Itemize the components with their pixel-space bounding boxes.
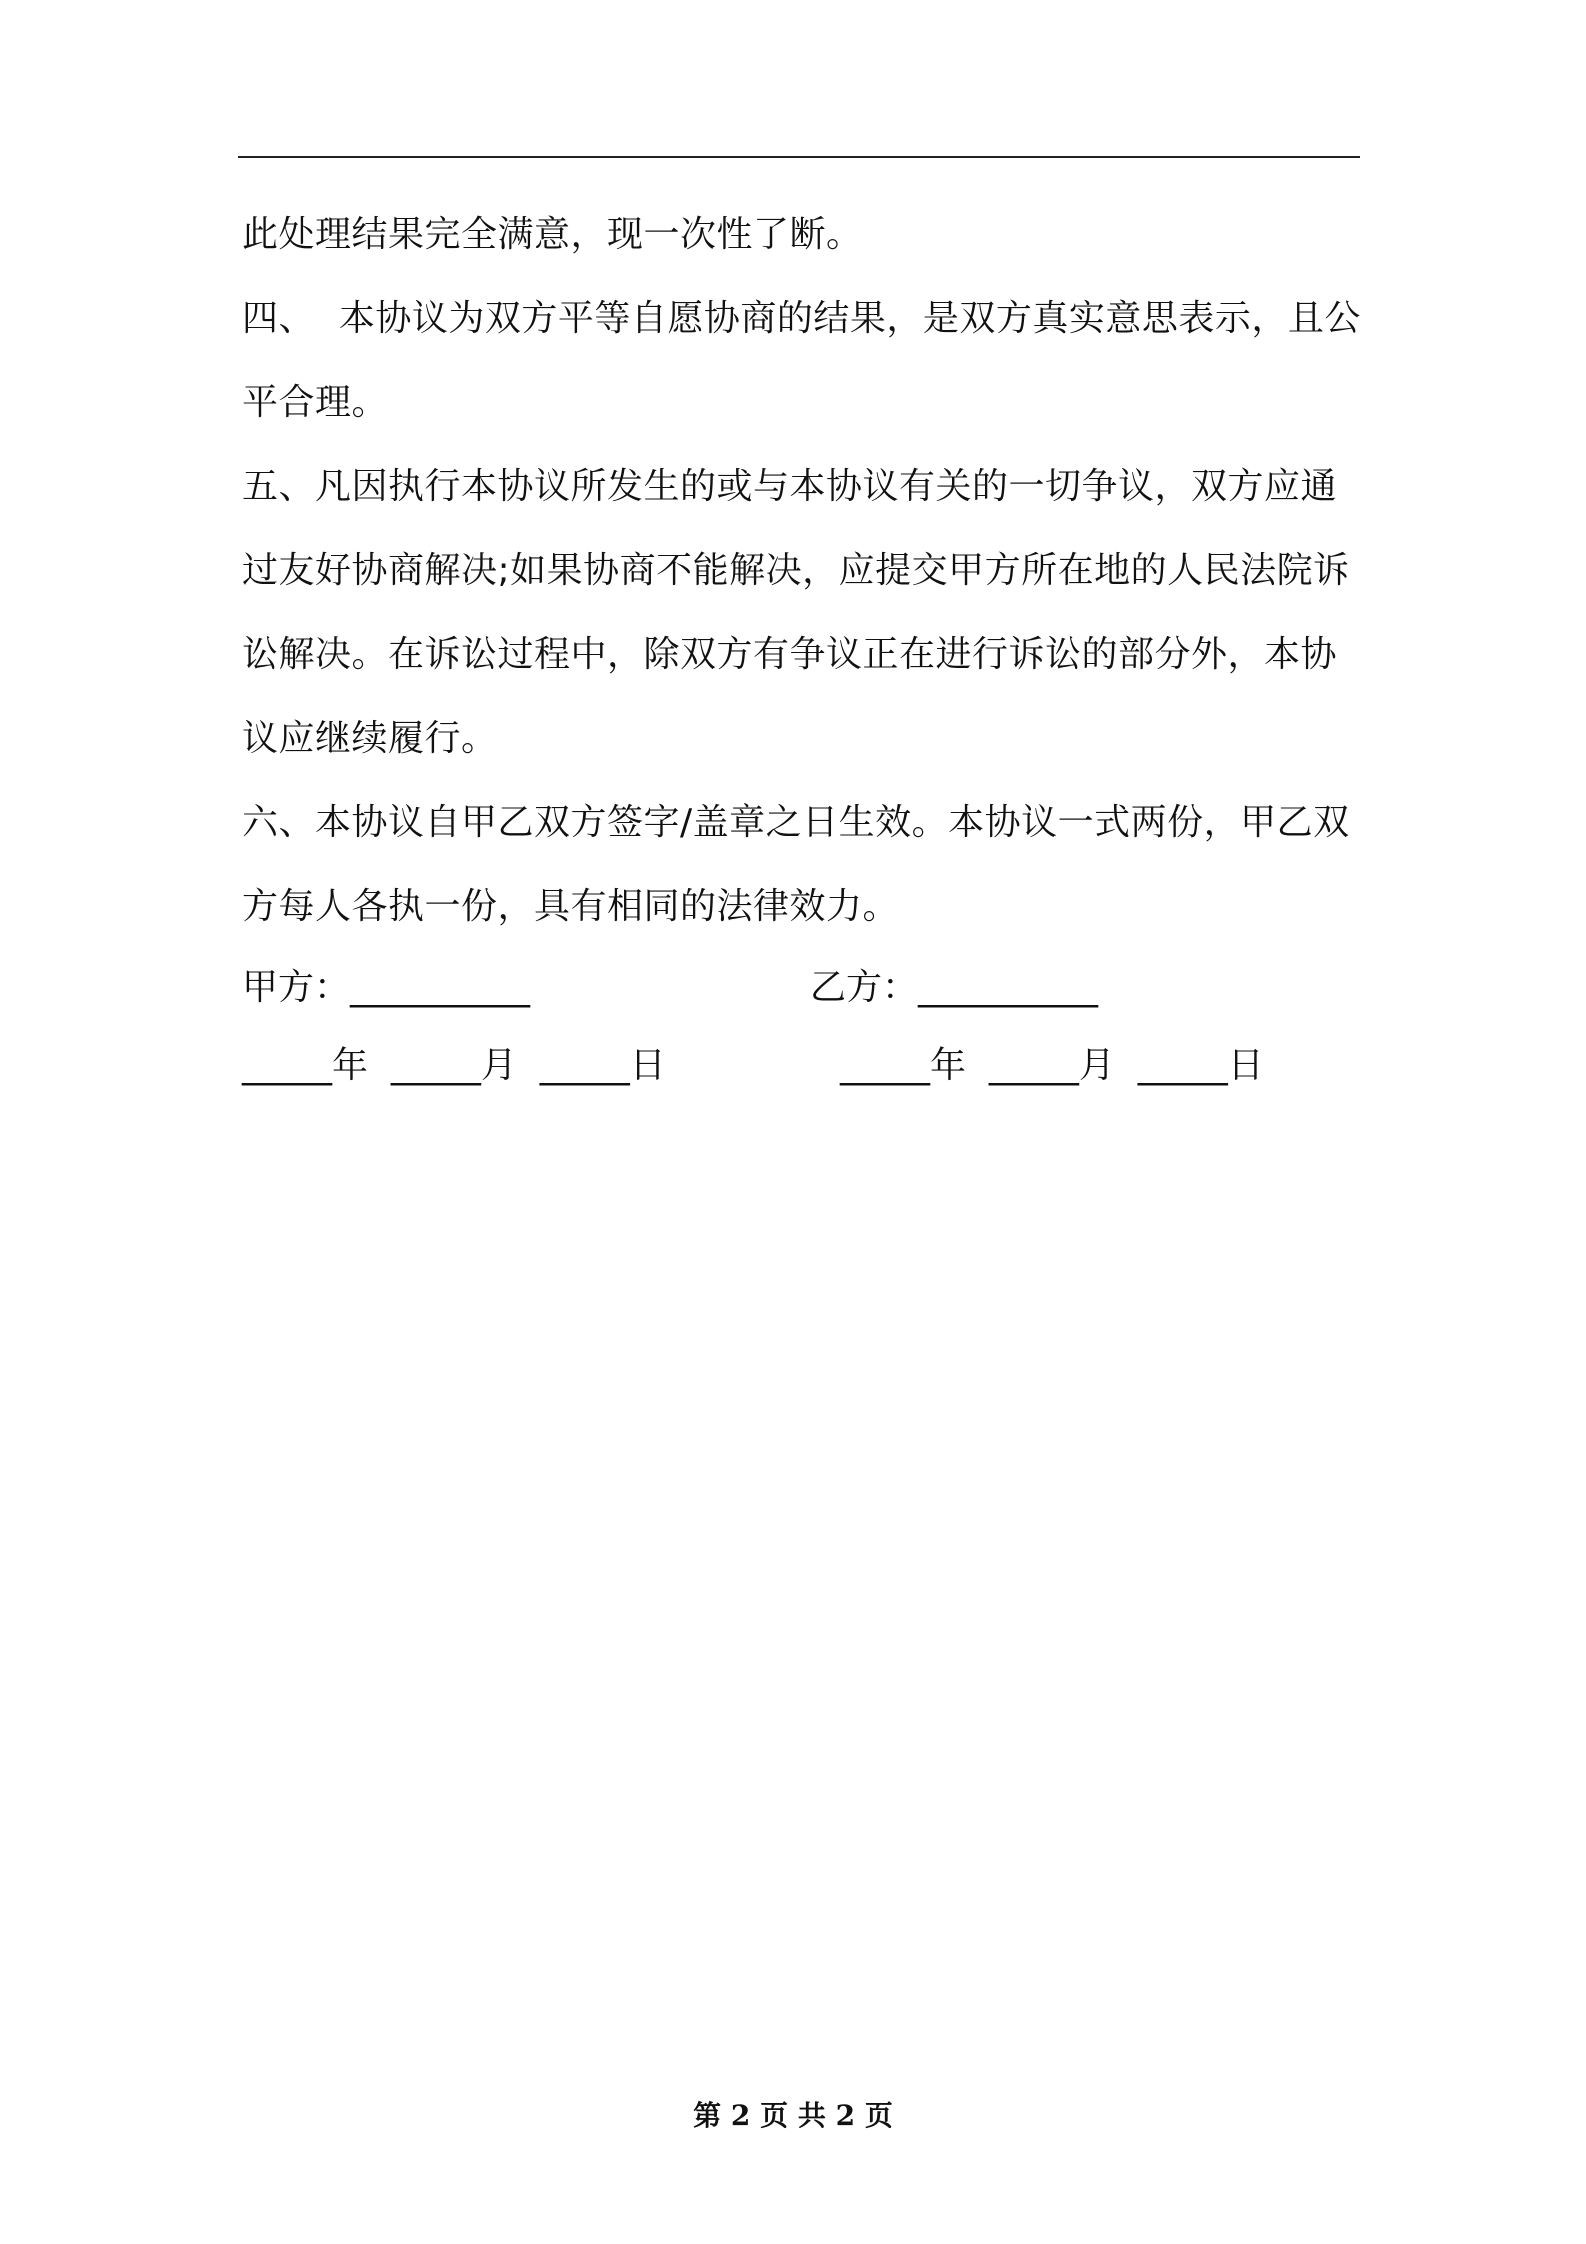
page-number-footer: 第 2 页 共 2 页 xyxy=(693,2099,893,2132)
header-rule xyxy=(238,156,1360,158)
clause-four: 四、 本协议为双方平等自愿协商的结果，是双方真实意思表示，且公平合理。 xyxy=(242,298,1361,423)
clause-five: 五、凡因执行本协议所发生的或与本协议有关的一切争议，双方应通过友好协商解决;如果协商不能解决，应提交甲方所在地的人民法院诉讼解决。在诉讼过程中，除双方有争议正在进行诉讼的部分外，本协议应继续履行。 xyxy=(242,466,1350,759)
party-b-signature-line: 乙方：__________ xyxy=(810,967,1099,1008)
date-row xyxy=(242,1036,1362,1096)
party-b-date-line: _____年 _____月 _____日 xyxy=(840,1045,1264,1086)
signature-row xyxy=(242,958,1362,1018)
document-body xyxy=(242,193,1362,949)
paragraph-continuation: 此处理结果完全满意，现一次性了断。 xyxy=(242,214,863,255)
party-a-signature-line: 甲方：__________ xyxy=(242,967,531,1008)
clause-six: 六、本协议自甲乙双方签字/盖章之日生效。本协议一式两份，甲乙双方每人各执一份，具有相同的法律效力。 xyxy=(242,802,1350,927)
party-a-date-line: _____年 _____月 _____日 xyxy=(242,1045,666,1086)
